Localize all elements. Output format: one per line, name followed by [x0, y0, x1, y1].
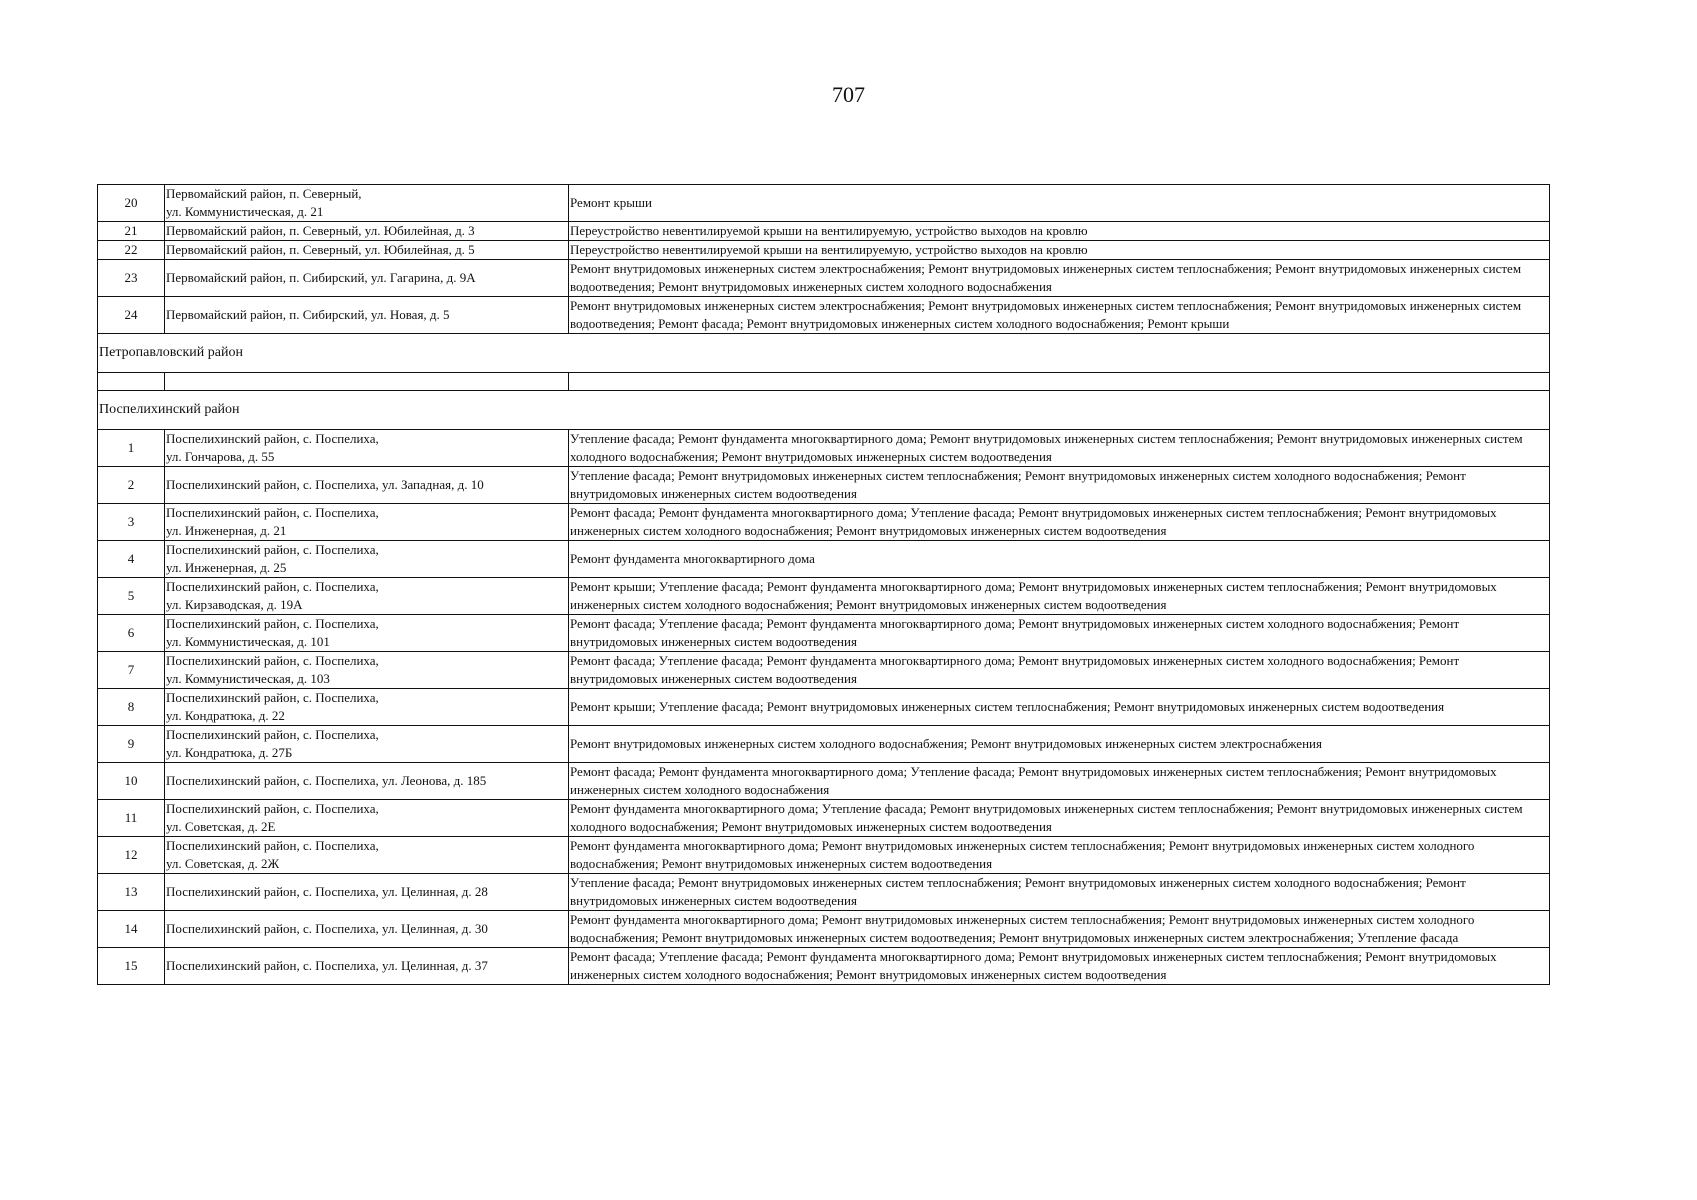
row-address	[165, 373, 569, 391]
row-number: 6	[98, 615, 165, 652]
row-address: Поспелихинский район, с. Поспелиха, ул. Западная, д. 10	[165, 467, 569, 504]
table-row	[98, 578, 1550, 615]
row-work-types: Ремонт фундамента многоквартирного дома	[569, 541, 1550, 578]
registry-body	[98, 185, 1550, 985]
row-number: 24	[98, 297, 165, 334]
row-number: 2	[98, 467, 165, 504]
row-number: 15	[98, 948, 165, 985]
table-row	[98, 260, 1550, 297]
row-work-types: Переустройство невентилируемой крыши на вентилируемую, устройство выходов на кровлю	[569, 222, 1550, 241]
table-row	[98, 185, 1550, 222]
table-row	[98, 615, 1550, 652]
row-number: 20	[98, 185, 165, 222]
row-number	[98, 373, 165, 391]
table-row	[98, 541, 1550, 578]
row-address: Первомайский район, п. Северный, ул. Юбилейная, д. 5	[165, 241, 569, 260]
row-address: Поспелихинский район, с. Поспелиха, ул. Инженерная, д. 21	[165, 504, 569, 541]
row-work-types: Ремонт фундамента многоквартирного дома; Ремонт внутридомовых инженерных систем теплоснабжения; Ремонт внутридомовых инженерных систем холодного водоснабжения; Ремонт внутридомовых инженерных систем водоотведения	[569, 837, 1550, 874]
row-work-types: Ремонт фасада; Утепление фасада; Ремонт фундамента многоквартирного дома; Ремонт внутридомовых инженерных систем теплоснабжения; Ремонт внутридомовых инженерных систем холодного водоснабжения; Ремонт внутридомовых инженерных систем водоотведения	[569, 948, 1550, 985]
table-row	[98, 652, 1550, 689]
table-row	[98, 948, 1550, 985]
row-number: 10	[98, 763, 165, 800]
table-row	[98, 689, 1550, 726]
table-row	[98, 763, 1550, 800]
row-number: 14	[98, 911, 165, 948]
row-address: Поспелихинский район, с. Поспелиха, ул. Советская, д. 2Е	[165, 800, 569, 837]
repair-registry-table	[97, 184, 1550, 985]
district-header-row	[98, 391, 1550, 430]
row-address: Поспелихинский район, с. Поспелиха, ул. Кондратюка, д. 27Б	[165, 726, 569, 763]
table-row	[98, 467, 1550, 504]
row-number: 4	[98, 541, 165, 578]
row-work-types: Ремонт фасада; Утепление фасада; Ремонт фундамента многоквартирного дома; Ремонт внутридомовых инженерных систем холодного водоснабжения; Ремонт внутридомовых инженерных систем водоотведения	[569, 615, 1550, 652]
row-number: 8	[98, 689, 165, 726]
table-row	[98, 837, 1550, 874]
table-row	[98, 297, 1550, 334]
row-work-types: Ремонт внутридомовых инженерных систем холодного водоснабжения; Ремонт внутридомовых инженерных систем электроснабжения	[569, 726, 1550, 763]
row-work-types: Ремонт фундамента многоквартирного дома; Утепление фасада; Ремонт внутридомовых инженерных систем теплоснабжения; Ремонт внутридомовых инженерных систем холодного водоснабжения; Ремонт внутридомовых инженерных систем водоотведения	[569, 800, 1550, 837]
row-number: 9	[98, 726, 165, 763]
row-work-types: Утепление фасада; Ремонт фундамента многоквартирного дома; Ремонт внутридомовых инженерных систем теплоснабжения; Ремонт внутридомовых инженерных систем холодного водоснабжения; Ремонт внутридомовых инженерных систем водоотведения	[569, 430, 1550, 467]
row-number: 13	[98, 874, 165, 911]
row-address: Поспелихинский район, с. Поспелиха, ул. Коммунистическая, д. 101	[165, 615, 569, 652]
row-work-types	[569, 373, 1550, 391]
row-number: 12	[98, 837, 165, 874]
row-address: Первомайский район, п. Северный, ул. Юбилейная, д. 3	[165, 222, 569, 241]
row-address: Поспелихинский район, с. Поспелиха, ул. Целинная, д. 30	[165, 911, 569, 948]
row-address: Поспелихинский район, с. Поспелиха, ул. Коммунистическая, д. 103	[165, 652, 569, 689]
page-number: 707	[832, 82, 865, 107]
table-row	[98, 222, 1550, 241]
row-work-types: Ремонт крыши; Утепление фасада; Ремонт внутридомовых инженерных систем теплоснабжения; Ремонт внутридомовых инженерных систем водоотведения	[569, 689, 1550, 726]
row-number: 11	[98, 800, 165, 837]
row-address: Поспелихинский район, с. Поспелиха, ул. Целинная, д. 37	[165, 948, 569, 985]
row-work-types: Ремонт фасада; Ремонт фундамента многоквартирного дома; Утепление фасада; Ремонт внутридомовых инженерных систем теплоснабжения; Ремонт внутридомовых инженерных систем холодного водоснабжения	[569, 763, 1550, 800]
row-number: 23	[98, 260, 165, 297]
row-work-types: Ремонт внутридомовых инженерных систем электроснабжения; Ремонт внутридомовых инженерных систем теплоснабжения; Ремонт внутридомовых инженерных систем водоотведения; Ремонт фасада; Ремонт внутридомовых инженерных систем холодного водоснабжения; Ремонт крыши	[569, 297, 1550, 334]
row-work-types: Ремонт фасада; Утепление фасада; Ремонт фундамента многоквартирного дома; Ремонт внутридомовых инженерных систем холодного водоснабжения; Ремонт внутридомовых инженерных систем водоотведения	[569, 652, 1550, 689]
table-row	[98, 726, 1550, 763]
row-number: 22	[98, 241, 165, 260]
row-address: Поспелихинский район, с. Поспелиха, ул. Кирзаводская, д. 19А	[165, 578, 569, 615]
row-address: Поспелихинский район, с. Поспелиха, ул. Советская, д. 2Ж	[165, 837, 569, 874]
table-row	[98, 373, 1550, 391]
row-number: 5	[98, 578, 165, 615]
table-row	[98, 874, 1550, 911]
row-work-types: Ремонт фундамента многоквартирного дома; Ремонт внутридомовых инженерных систем теплоснабжения; Ремонт внутридомовых инженерных систем холодного водоснабжения; Ремонт внутридомовых инженерных систем водоотведения; Ремонт внутридомовых инженерных систем электроснабжения; Утепление фасада	[569, 911, 1550, 948]
row-work-types: Ремонт крыши; Утепление фасада; Ремонт фундамента многоквартирного дома; Ремонт внутридомовых инженерных систем теплоснабжения; Ремонт внутридомовых инженерных систем холодного водоснабжения; Ремонт внутридомовых инженерных систем водоотведения	[569, 578, 1550, 615]
row-work-types: Утепление фасада; Ремонт внутридомовых инженерных систем теплоснабжения; Ремонт внутридомовых инженерных систем холодного водоснабжения; Ремонт внутридомовых инженерных систем водоотведения	[569, 874, 1550, 911]
row-work-types: Утепление фасада; Ремонт внутридомовых инженерных систем теплоснабжения; Ремонт внутридомовых инженерных систем холодного водоснабжения; Ремонт внутридомовых инженерных систем водоотведения	[569, 467, 1550, 504]
row-number: 21	[98, 222, 165, 241]
row-work-types: Ремонт фасада; Ремонт фундамента многоквартирного дома; Утепление фасада; Ремонт внутридомовых инженерных систем теплоснабжения; Ремонт внутридомовых инженерных систем холодного водоснабжения; Ремонт внутридомовых инженерных систем водоотведения	[569, 504, 1550, 541]
row-address: Поспелихинский район, с. Поспелиха, ул. Инженерная, д. 25	[165, 541, 569, 578]
table-row	[98, 504, 1550, 541]
row-number: 3	[98, 504, 165, 541]
table-row	[98, 430, 1550, 467]
row-address: Первомайский район, п. Сибирский, ул. Гагарина, д. 9А	[165, 260, 569, 297]
row-number: 7	[98, 652, 165, 689]
row-work-types: Переустройство невентилируемой крыши на вентилируемую, устройство выходов на кровлю	[569, 241, 1550, 260]
table-row	[98, 241, 1550, 260]
row-address: Поспелихинский район, с. Поспелиха, ул. Гончарова, д. 55	[165, 430, 569, 467]
row-address: Первомайский район, п. Северный, ул. Коммунистическая, д. 21	[165, 185, 569, 222]
row-work-types: Ремонт крыши	[569, 185, 1550, 222]
district-name: Петропавловский район	[98, 334, 1550, 373]
row-address: Поспелихинский район, с. Поспелиха, ул. Леонова, д. 185	[165, 763, 569, 800]
row-address: Поспелихинский район, с. Поспелиха, ул. Кондратюка, д. 22	[165, 689, 569, 726]
row-work-types: Ремонт внутридомовых инженерных систем электроснабжения; Ремонт внутридомовых инженерных систем теплоснабжения; Ремонт внутридомовых инженерных систем водоотведения; Ремонт внутридомовых инженерных систем холодного водоснабжения	[569, 260, 1550, 297]
row-address: Поспелихинский район, с. Поспелиха, ул. Целинная, д. 28	[165, 874, 569, 911]
district-header-row	[98, 334, 1550, 373]
row-number: 1	[98, 430, 165, 467]
row-address: Первомайский район, п. Сибирский, ул. Новая, д. 5	[165, 297, 569, 334]
table-row	[98, 911, 1550, 948]
district-name: Поспелихинский район	[98, 391, 1550, 430]
table-row	[98, 800, 1550, 837]
